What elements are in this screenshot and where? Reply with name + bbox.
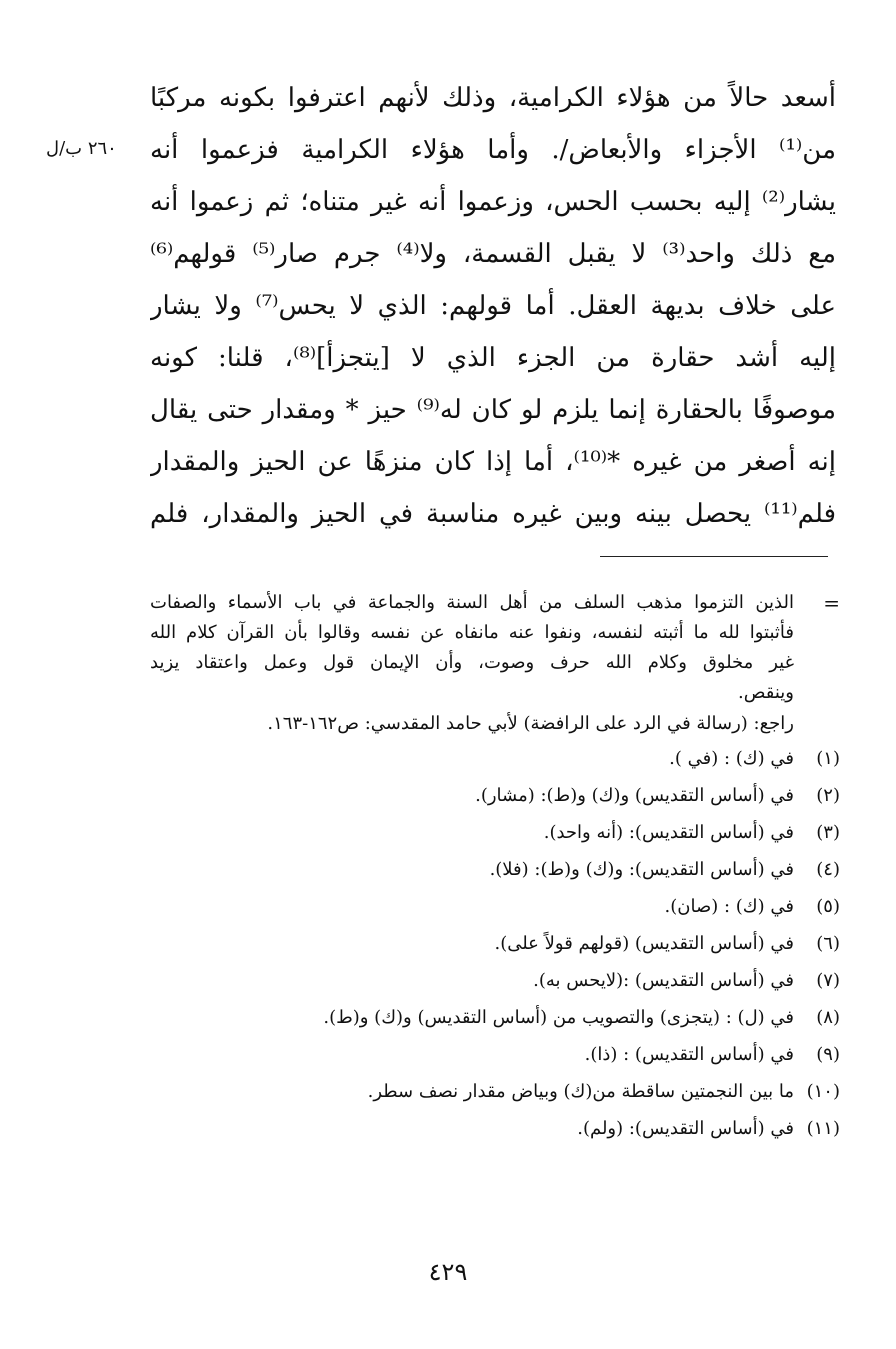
footnote-item [150,777,840,814]
continuation-mark: = [823,591,840,615]
footnotes-section [150,588,840,1147]
footnote-item [150,1036,840,1073]
main-text-line: إليه أشد حقارة من الجزء الذي لا [يتجزأ]⁽⁸⁾، قلنا: كونه [150,343,836,373]
footnote-text: في (ك) : (صان). [664,896,794,917]
footnote-number: (٦) [816,933,840,954]
main-text-line: إنه أصغر من غيره *⁽¹⁰⁾، أما إذا كان منزهًا عن الحيز والمقدار [150,447,836,477]
continued-footnote [150,588,840,708]
footnote-item [150,851,840,888]
footnote-text: في (أساس التقديس) :(لايحس به). [533,970,794,991]
footnote-text: في (أساس التقديس) و(ك) و(ط): (مشار). [475,785,794,806]
footnote-item [150,814,840,851]
page-number: ٤٢٩ [428,1258,468,1286]
footnote-number: (٣) [816,822,840,843]
footnote-number: (٨) [816,1007,840,1028]
footnote-number: (٧) [816,970,840,991]
footnote-separator [600,556,828,557]
continued-footnote-line: فأثبتوا لله ما أثبته لنفسه، ونفوا عنه مانفاه عن نفسه وقالوا بأن القرآن كلام الله [150,622,794,643]
footnote-number: (١) [816,748,840,769]
continued-footnote-line: غير مخلوق وكلام الله حرف وصوت، وأن الإيمان قول وعمل واعتقاد يزيد [150,652,794,673]
footnote-number: (١١) [806,1118,840,1139]
footnote-item [150,740,840,777]
footnote-text: في (أساس التقديس): (ولم). [577,1118,794,1139]
footnote-item [150,999,840,1036]
footnote-text: في (أساس التقديس): و(ك) و(ط): (فلا). [489,859,794,880]
footnote-number: (١٠) [806,1081,840,1102]
footnote-number: (٥) [816,896,840,917]
main-text-block [150,72,836,540]
manuscript-folio-note: ٢٦٠ ب/ل [46,138,117,159]
main-text-line: مع ذلك واحد⁽³⁾ لا يقبل القسمة، ولا⁽⁴⁾ جرم صار⁽⁵⁾ قولهم⁽⁶⁾ [150,239,836,269]
main-text-line: من⁽¹⁾ الأجزاء والأبعاض/. وأما هؤلاء الكرامية فزعموا أنه [150,135,836,165]
footnote-item [150,1110,840,1147]
footnote-number: (٩) [816,1044,840,1065]
main-text-line: يشار⁽²⁾ إليه بحسب الحس، وزعموا أنه غير متناه؛ ثم زعموا أنه [150,187,836,217]
footnote-item [150,888,840,925]
main-text-line: أسعد حالاً من هؤلاء الكرامية، وذلك لأنهم اعترفوا بكونه مركبًا [150,83,836,113]
footnote-text: في (أساس التقديس): (أنه واحد). [543,822,794,843]
continued-footnote-line: الذين التزموا مذهب السلف من أهل السنة والجماعة في باب الأسماء والصفات [150,592,794,613]
footnote-number: (٤) [816,859,840,880]
main-text-line: فلم⁽¹¹⁾ يحصل بينه وبين غيره مناسبة في الحيز والمقدار، فلم [150,499,836,529]
footnote-text: في (ك) : (في ). [669,748,794,769]
main-text-line: على خلاف بديهة العقل. أما قولهم: الذي لا يحس⁽⁷⁾ ولا يشار [150,291,836,321]
reference-line: راجع: (رسالة في الرد على الرافضة) لأبي حامد المقدسي: ص١٦٢-١٦٣. [267,713,794,734]
footnote-item [150,925,840,962]
footnote-item [150,1073,840,1110]
continued-footnote-line: وينقص. [737,682,794,703]
footnote-number: (٢) [816,785,840,806]
footnote-text: في (أساس التقديس) : (ذا). [584,1044,794,1065]
main-text-line: موصوفًا بالحقارة إنما يلزم لو كان له⁽⁹⁾ حيز * ومقدار حتى يقال [150,395,836,425]
footnote-text: في (ل) : (يتجزى) والتصويب من (أساس التقديس) و(ك) و(ط). [323,1007,794,1028]
footnote-text: في (أساس التقديس) (قولهم قولاً على). [494,933,794,954]
footnote-item [150,962,840,999]
footnote-text: ما بين النجمتين ساقطة من(ك) وبياض مقدار نصف سطر. [367,1081,794,1102]
